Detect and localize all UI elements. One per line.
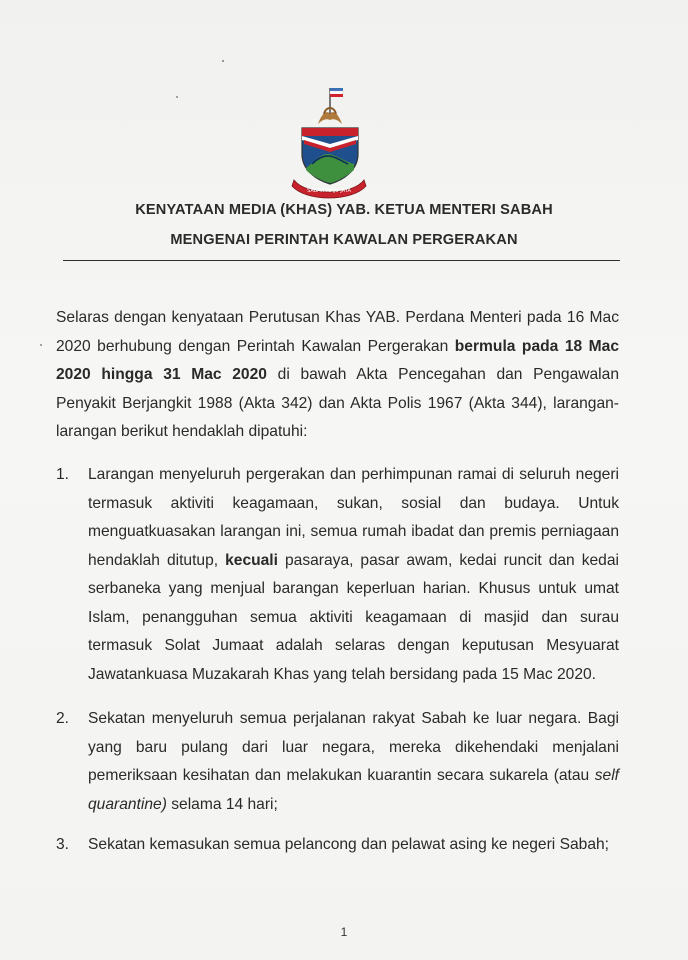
list-item-text <box>88 831 619 860</box>
sabah-crest-icon <box>288 84 370 202</box>
list-item-3 <box>56 831 619 860</box>
intro-text-part1: Selaras dengan kenyataan Perutusan Khas YAB. Perdana Menteri pada 16 Mac 2020 berhubung dengan Perintah Kawalan Pergerakan <box>56 309 619 355</box>
list-item-number: 3. <box>56 836 70 853</box>
list-item-1 <box>56 461 619 689</box>
list-item-2 <box>56 705 619 819</box>
list-item-text-part2: selama 14 hari; <box>166 795 278 813</box>
intro-paragraph <box>56 304 619 447</box>
sabah-crest <box>288 84 370 202</box>
paper-speck <box>40 344 42 346</box>
list-item-text-part2: pasaraya, pasar awam, kedai runcit dan kedai serbaneka yang menjual barangan keperluan harian. Khusus untuk umat Islam, penangguhan semua aktiviti keagamaan di masjid dan surau termasuk Solat Jumaat adalah selaras dengan keputusan Mesyuarat Jawatankuasa Muzakarah Khas yang telah bersidang pada 15 Mac 2020. <box>88 551 619 683</box>
list-item-emphasis: kecuali <box>225 551 278 569</box>
title-divider <box>63 260 620 261</box>
intro-text-part2: di bawah Akta Pencegahan dan Pengawalan Penyakit Berjangkit 1988 (Akta 342) dan Akta Polis 1967 (Akta 344), larangan-larangan berikut hendaklah dipatuhi: <box>56 366 619 440</box>
list-item-text-part1: Sekatan menyeluruh semua perjalanan rakyat Sabah ke luar negara. Bagi yang baru pulang dari luar negara, mereka dikehendaki menjalani pemeriksaan kesihatan dan melakukan kuarantin secara sukarela (atau <box>88 710 619 784</box>
list-item-text-part1: Sekatan kemasukan semua pelancong dan pelawat asing ke negeri Sabah; <box>88 836 610 853</box>
media-statement-subtitle: MENGENAI PERINTAH KAWALAN PERGERAKAN <box>170 232 518 248</box>
list-item-text <box>88 461 619 689</box>
list-item-italic: self quarantine) <box>88 767 619 813</box>
paper-speck <box>176 96 178 98</box>
list-item-number: 2. <box>56 710 70 727</box>
page-number: 1 <box>340 925 348 939</box>
list-item-text-part1: Larangan menyeluruh pergerakan dan perhimpunan ramai di seluruh negeri termasuk aktiviti keagamaan, sukan, sosial dan budaya. Untuk menguatkuasakan larangan ini, semua rumah ibadat dan premis perniagaan hendaklah ditutup, <box>88 466 619 569</box>
intro-date-range: bermula pada 18 Mac 2020 hingga 31 Mac 2020 <box>56 337 619 383</box>
media-statement-title: KENYATAAN MEDIA (KHAS) YAB. KETUA MENTERI SABAH <box>135 202 553 218</box>
list-item-text <box>88 705 619 819</box>
paper-speck <box>222 60 224 62</box>
crest-motto: SABAH MAJU JAYA <box>307 188 351 194</box>
list-item-number: 1. <box>56 466 70 483</box>
